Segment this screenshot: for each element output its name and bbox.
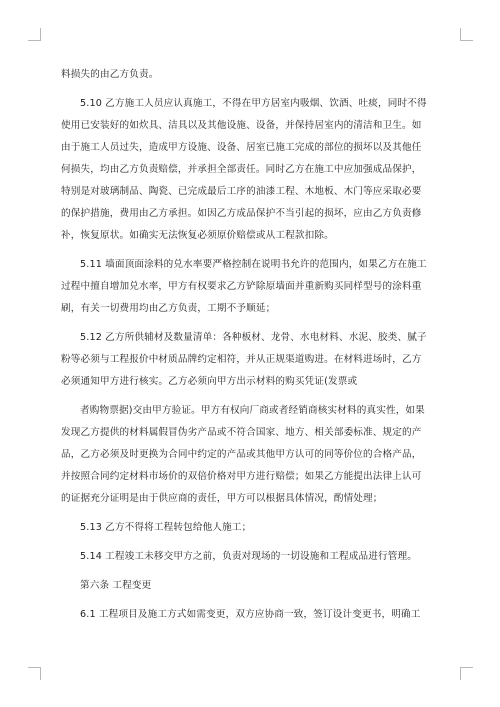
- text-line: 补，恢复原状。如确实无法恢复必须原价赔偿或从工程款扣除。: [61, 230, 334, 241]
- text-line: 刷，有关一切费用均由乙方负责，工期不予顺延；: [61, 303, 276, 314]
- text-line: 并按照合同约定材料市场价的双倍价格对甲方进行赔偿；如果乙方能提出法律上认可: [61, 471, 422, 482]
- text-line: 料损失的由乙方负责。: [61, 69, 159, 80]
- text-line: 6.1 工程项目及施工方式如需变更，双方应协商一致，签订设计变更书，明确工: [80, 609, 421, 620]
- crop-mark-bottom-left: [28, 667, 41, 680]
- clause-5-12-continued: [61, 400, 442, 510]
- text-line: 何损失，均由乙方负责赔偿，并承担全部责任。同时乙方在施工中应加强成品保护，: [61, 164, 422, 175]
- clause-5-13: [61, 517, 442, 539]
- text-line: 发现乙方提供的材料属假冒伪劣产品或不符合国家、地方、相关部委标准、规定的产: [61, 427, 422, 438]
- text-line: 的证据充分证明是由于供应商的责任，甲方可以根据具体情况，酌情处理；: [61, 493, 383, 504]
- text-line: 由于施工人员过失，造成甲方设施、设备、居室已施工完成的部位的损坏以及其他任: [61, 142, 422, 153]
- crop-mark-bottom-right: [460, 667, 473, 680]
- clause-5-14: [61, 546, 442, 568]
- document-body: [61, 64, 442, 626]
- crop-mark-top-right: [460, 28, 473, 41]
- text-line: 5.13 乙方不得将工程转包给他人施工；: [80, 522, 252, 533]
- text-line: 品，乙方必须及时更换为合同中约定的产品或其他甲方认可的同等价位的合格产品，: [61, 449, 422, 460]
- text-line: 5.14 工程竣工未移交甲方之前，负责对现场的一切设施和工程成品进行管理。: [80, 551, 417, 562]
- clause-5-11: [61, 254, 442, 320]
- text-line: 的保护措施，费用由乙方承担。如因乙方成品保护不当引起的损坏，应由乙方负责修: [61, 208, 422, 219]
- text-line: 5.11 墙面顶面涂料的兑水率要严格控制在说明书允许的范围内，如果乙方在施工: [80, 259, 427, 270]
- section-heading-article-6: [61, 575, 442, 597]
- paragraph-5-9-tail: [61, 64, 442, 86]
- clause-5-10: [61, 93, 442, 247]
- text-line: 5.10 乙方施工人员应认真施工，不得在甲方居室内吸烟、饮酒、吐痰，同时不得: [80, 98, 427, 109]
- clause-5-12: [61, 327, 442, 393]
- text-line: 使用已安装好的如炊具、洁具以及其他设施、设备，并保持居室内的清洁和卫生。如: [61, 120, 422, 131]
- text-line: 必须通知甲方进行核实。乙方必须向甲方出示材料的购买凭证(发票或: [61, 376, 358, 387]
- text-line: 5.12 乙方所供辅材及数量清单：各种板材、龙骨、水电材料、水泥、胶类、腻子: [80, 332, 427, 343]
- text-line: 者购物票据)交由甲方验证。甲方有权向厂商或者经销商核实材料的真实性，如果: [80, 405, 425, 416]
- section-heading: 第六条 工程变更: [80, 580, 152, 591]
- clause-6-1: [61, 604, 442, 626]
- crop-mark-top-left: [28, 28, 41, 41]
- text-line: 特别是对玻璃制品、陶瓷、已完成最后工序的油漆工程、木地板、木门等应采取必要: [61, 186, 422, 197]
- text-line: 粉等必须与工程报价中材质品牌约定相符，并从正规渠道购进。在材料进场时，乙方: [61, 354, 422, 365]
- text-line: 过程中擅自增加兑水率，甲方有权要求乙方铲除原墙面并重新购买同样型号的涂料重: [61, 281, 422, 292]
